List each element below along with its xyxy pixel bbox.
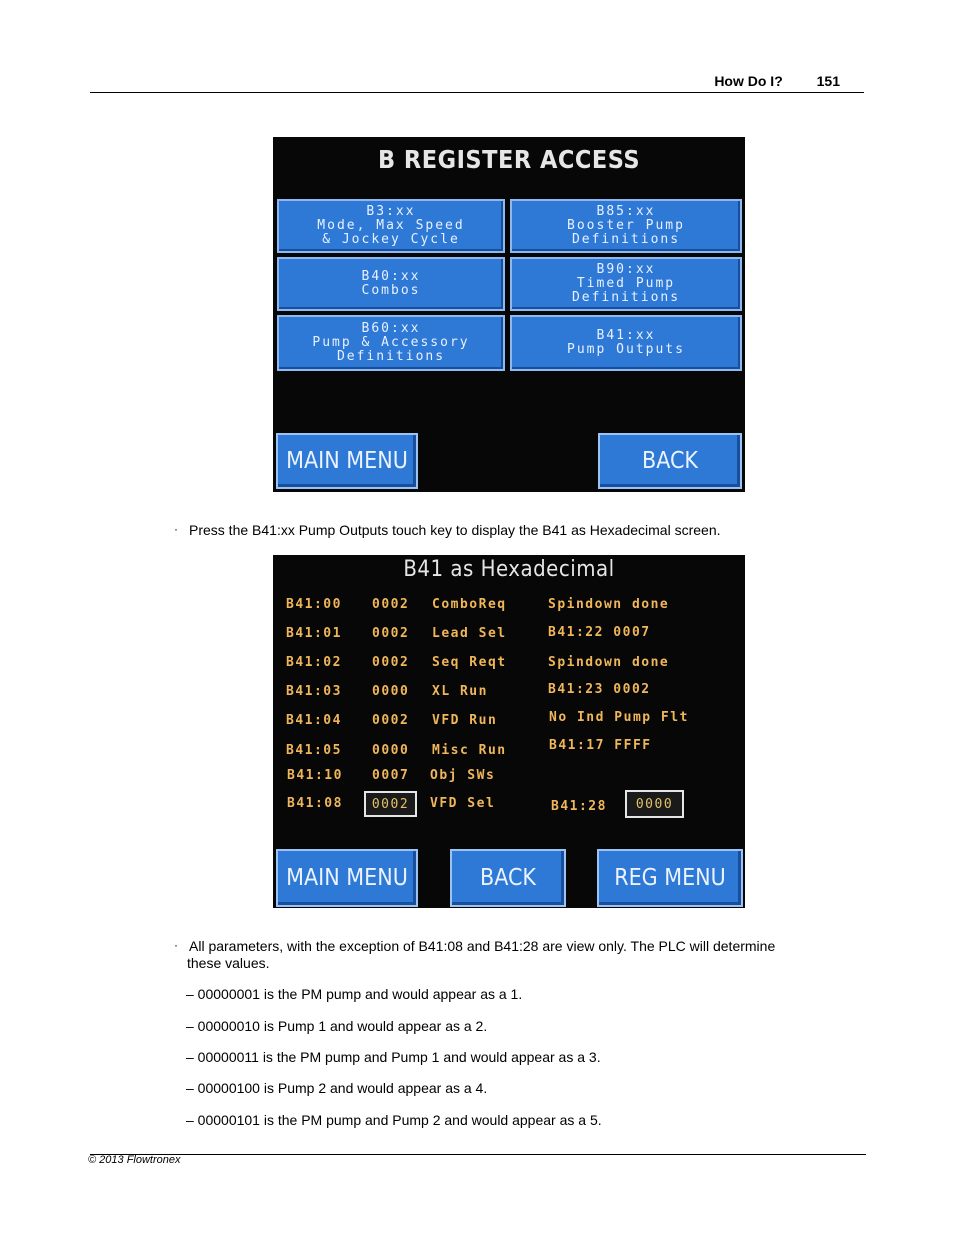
reg-label: B41:03 xyxy=(286,684,342,699)
b41-08-value-input[interactable]: 0002 xyxy=(364,791,417,817)
reg-value: 0007 xyxy=(372,768,410,783)
list-item: – 00000001 is the PM pump and would appear as a 1. xyxy=(186,986,523,1002)
tile-line: Timed Pump xyxy=(576,276,676,291)
reg-label: B41:28 xyxy=(551,799,607,814)
reg-menu-button[interactable]: REG MENU xyxy=(597,849,743,907)
reg-desc: ComboReq xyxy=(432,597,507,612)
reg-readout: B41:17 FFFF xyxy=(549,738,652,753)
list-item: – 00000011 is the PM pump and Pump 1 and would appear as a 3. xyxy=(186,1049,601,1065)
reg-readout: B41:23 0002 xyxy=(548,682,651,697)
tile-line: Pump Outputs xyxy=(567,342,685,357)
list-item: – 00000010 is Pump 1 and would appear as a 2. xyxy=(186,1018,488,1034)
b41-pump-outputs-button[interactable] xyxy=(510,315,742,371)
reg-desc: VFD Sel xyxy=(430,796,496,811)
reg-desc: VFD Run xyxy=(432,713,498,728)
b85-button[interactable] xyxy=(510,199,742,253)
tile-line: Definitions xyxy=(336,349,446,364)
b-register-access-screen xyxy=(273,137,745,492)
page-header xyxy=(714,73,840,89)
tile-line: B60:xx xyxy=(361,321,421,336)
screen-title: B REGISTER ACCESS xyxy=(377,145,641,174)
tile-line: B40:xx xyxy=(361,269,421,284)
reg-readout: B41:22 0007 xyxy=(548,625,651,640)
reg-label: B41:08 xyxy=(287,796,343,811)
reg-value: 0000 xyxy=(372,684,410,699)
tile-line: Mode, Max Speed xyxy=(317,218,465,233)
tile-line: & Jockey Cycle xyxy=(322,232,460,247)
reg-desc: XL Run xyxy=(432,684,488,699)
b60-button[interactable] xyxy=(277,315,505,371)
tile-line: B3:xx xyxy=(366,204,416,219)
footer-rule xyxy=(90,1154,866,1155)
main-menu-button[interactable]: MAIN MENU xyxy=(276,849,418,907)
back-button[interactable]: BACK xyxy=(450,849,566,907)
list-item: – 00000100 is Pump 2 and would appear as a 4. xyxy=(186,1080,488,1096)
reg-label: B41:01 xyxy=(286,626,342,641)
list-item: – 00000101 is the PM pump and Pump 2 and would appear as a 5. xyxy=(186,1112,602,1128)
reg-label: B41:05 xyxy=(286,743,342,758)
reg-label: B41:02 xyxy=(286,655,342,670)
status-text: No Ind Pump Flt xyxy=(549,710,689,725)
reg-value: 0002 xyxy=(372,655,410,670)
header-rule xyxy=(90,92,864,93)
reg-desc: Lead Sel xyxy=(432,626,507,641)
footer-copyright: © 2013 Flowtronex xyxy=(88,1154,181,1166)
bullet-marker: · xyxy=(174,522,178,536)
reg-desc: Misc Run xyxy=(432,743,507,758)
reg-label: B41:00 xyxy=(286,597,342,612)
screen-title: B41 as Hexadecimal xyxy=(403,557,615,582)
note-text-line1: All parameters, with the exception of B41:08 and B41:28 are view only. The PLC will determine xyxy=(189,938,776,954)
tile-line: Combos xyxy=(361,283,421,298)
page-number: 151 xyxy=(816,73,840,89)
reg-desc: Seq Reqt xyxy=(432,655,507,670)
bullet-marker: · xyxy=(174,938,178,952)
note-text-line2: these values. xyxy=(187,955,270,971)
instruction-text: Press the B41:xx Pump Outputs touch key to display the B41 as Hexadecimal screen. xyxy=(189,522,721,538)
b3-button[interactable] xyxy=(277,199,505,253)
tile-line: B41:xx xyxy=(596,328,656,343)
tile-line: Pump & Accessory xyxy=(312,335,470,350)
reg-value: 0002 xyxy=(372,713,410,728)
tile-line: Definitions xyxy=(571,232,681,247)
reg-value: 0002 xyxy=(372,597,410,612)
status-text: Spindown done xyxy=(548,597,670,612)
back-button[interactable]: BACK xyxy=(598,433,742,489)
b40-button[interactable] xyxy=(277,257,505,311)
b41-hex-screen xyxy=(273,555,745,908)
section-title: How Do I? xyxy=(714,73,783,89)
main-menu-button[interactable]: MAIN MENU xyxy=(276,433,418,489)
tile-line: Definitions xyxy=(571,290,681,305)
reg-value: 0000 xyxy=(372,743,410,758)
tile-line: B90:xx xyxy=(596,262,656,277)
tile-line: B85:xx xyxy=(596,204,656,219)
reg-label: B41:10 xyxy=(287,768,343,783)
b90-button[interactable] xyxy=(510,257,742,311)
reg-desc: Obj SWs xyxy=(430,768,496,783)
reg-value: 0002 xyxy=(372,626,410,641)
status-text: Spindown done xyxy=(548,655,670,670)
tile-line: Booster Pump xyxy=(567,218,685,233)
reg-label: B41:04 xyxy=(286,713,342,728)
b41-28-value-input[interactable]: 0000 xyxy=(625,790,684,818)
